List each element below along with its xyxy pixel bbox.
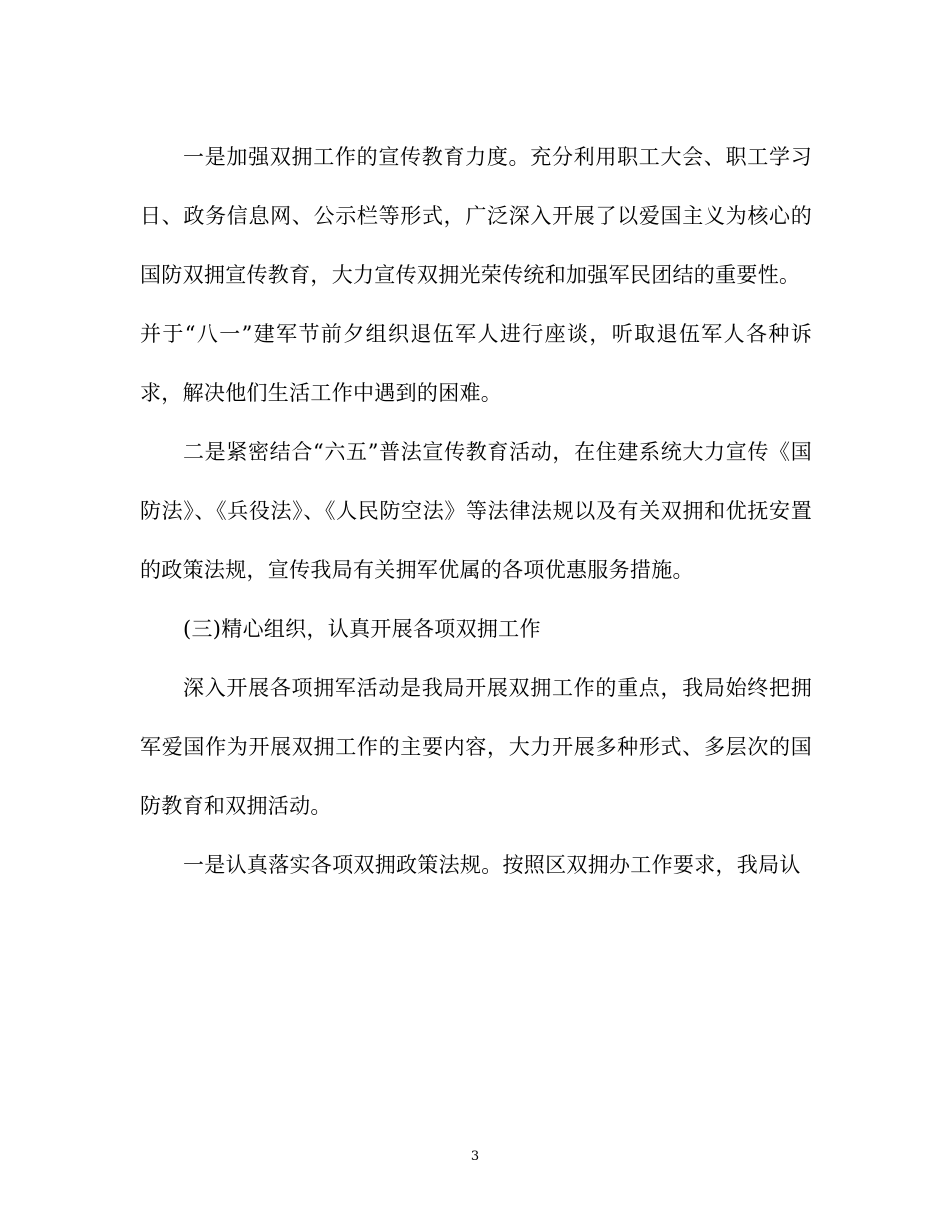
paragraph-policy-implementation: 一是认真落实各项双拥政策法规。按照区双拥办工作要求，我局认 [183,853,801,877]
paragraph-veterans-forum: 并于“八一”建军节前夕组织退伍军人进行座谈，听取退伍军人各种诉求，解决他们生活工作中遇到的困难。 [140,322,812,405]
page-number: 3 [470,1149,480,1164]
section-heading: (三)精心组织，认真开展各项双拥工作 [183,617,541,641]
paragraph-publicity-education: 一是加强双拥工作的宣传教育力度。充分利用职工大会、职工学习日、政务信息网、公示栏等形式，广泛深入开展了以爱国主义为核心的国防双拥宣传教育，大力宣传双拥光荣传统和加强军民团结的重要性。 [140,145,812,287]
document-body [140,128,812,895]
paragraph-legal-education: 二是紧密结合“六五”普法宣传教育活动，在住建系统大力宣传《国防法》、《兵役法》、《人民防空法》等法律法规以及有关双拥和优抚安置的政策法规，宣传我局有关拥军优属的各项优惠服务措施。 [140,440,812,582]
paragraph-support-activities: 深入开展各项拥军活动是我局开展双拥工作的重点，我局始终把拥军爱国作为开展双拥工作的主要内容，大力开展多种形式、多层次的国防教育和双拥活动。 [140,676,812,818]
